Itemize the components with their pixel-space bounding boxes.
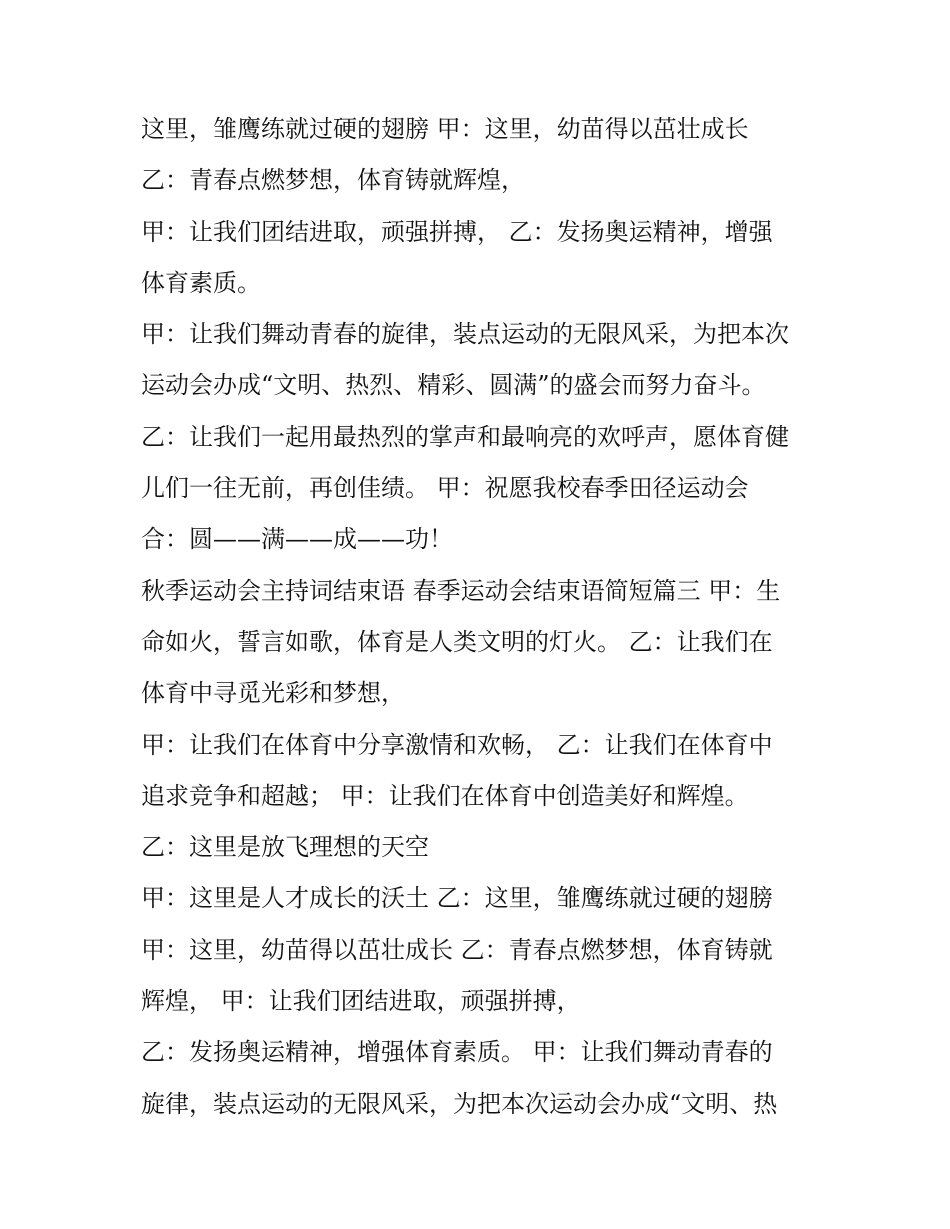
text-line-9: 合：圆——满——成——功！ <box>141 525 453 554</box>
text-line-11: 命如火，誓言如歌，体育是人类文明的灯火。 乙：让我们在 <box>141 627 773 656</box>
text-line-1: 这里，雏鹰练就过硬的翅膀 甲：这里，幼苗得以茁壮成长 <box>141 115 749 143</box>
text-line-2: 乙：青春点燃梦想，体育铸就辉煌， <box>141 166 525 195</box>
text-line-5: 甲：让我们舞动青春的旋律，装点运动的无限风采，为把本次 <box>141 320 789 349</box>
text-line-19: 乙：发扬奥运精神，增强体育素质。 甲：让我们舞动青春的 <box>141 1038 773 1067</box>
text-line-16: 甲：这里是人才成长的沃土 乙：这里，雏鹰练就过硬的翅膀 <box>141 884 773 913</box>
text-line-3: 甲：让我们团结进取，顽强拼搏， 乙：发扬奥运精神，增强 <box>141 217 773 246</box>
text-line-12: 体育中寻觅光彩和梦想， <box>141 679 405 708</box>
text-line-20: 旋律，装点运动的无限风采，为把本次运动会办成“文明、热 <box>141 1089 778 1118</box>
text-line-14: 追求竞争和超越； 甲：让我们在体育中创造美好和辉煌。 <box>141 781 749 810</box>
text-line-6: 运动会办成“文明、热烈、精彩、圆满”的盛会而努力奋斗。 <box>141 371 766 400</box>
text-line-18: 辉煌， 甲：让我们团结进取，顽强拼搏， <box>141 987 581 1016</box>
text-line-15: 乙：这里是放飞理想的天空 <box>141 833 429 862</box>
text-line-13: 甲：让我们在体育中分享激情和欢畅， 乙：让我们在体育中 <box>141 730 773 759</box>
document-body <box>141 104 821 1130</box>
text-line-17: 甲：这里，幼苗得以茁壮成长 乙：青春点燃梦想，体育铸就 <box>141 935 773 964</box>
text-line-4: 体育素质。 <box>141 268 261 297</box>
text-line-8: 儿们一往无前，再创佳绩。 甲：祝愿我校春季田径运动会 <box>141 474 749 503</box>
text-line-10: 秋季运动会主持词结束语 春季运动会结束语简短篇三 甲：生 <box>141 576 781 605</box>
text-line-7: 乙：让我们一起用最热烈的掌声和最响亮的欢呼声，愿体育健 <box>141 422 789 451</box>
